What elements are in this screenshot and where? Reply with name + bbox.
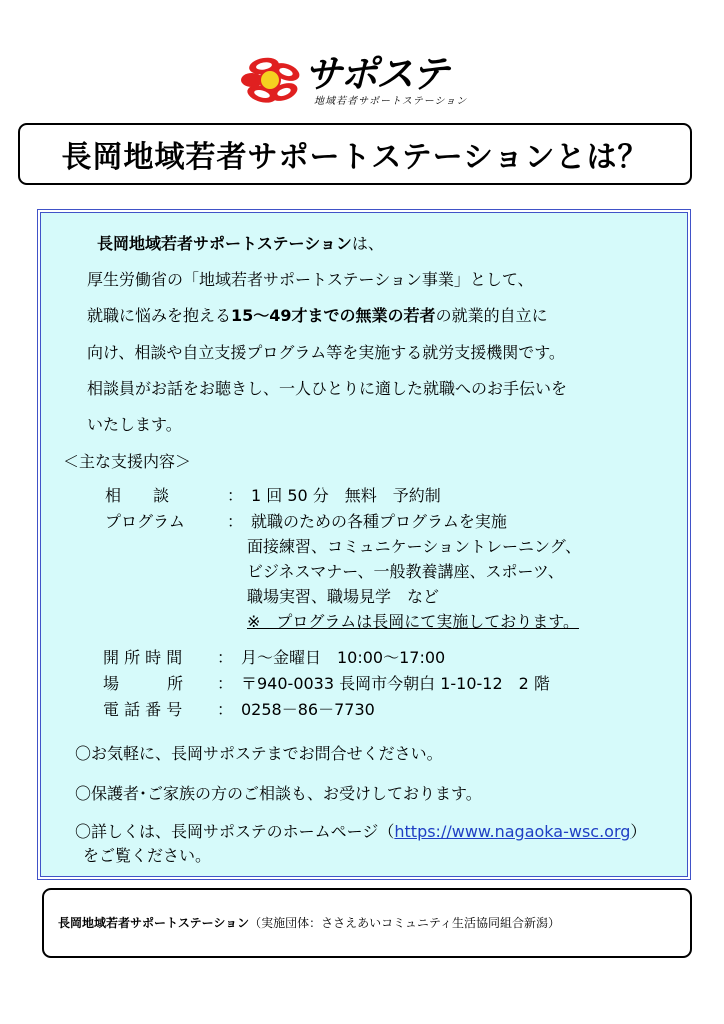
program-label: プログラム <box>105 512 185 531</box>
flower-logo-icon <box>240 52 310 112</box>
place-value: 〒940-0033 長岡市今朝白 1-10-12 2 階 <box>241 674 550 693</box>
note-homepage-cont: をご覧ください。 <box>83 846 212 865</box>
homepage-link[interactable]: https://www.nagaoka-wsc.org <box>394 822 631 841</box>
intro-line-3 <box>87 305 548 327</box>
footer-org-name: 長岡地域若者サポートステーション <box>58 916 250 930</box>
logo-subtitle: 地域若者サポートステーション <box>314 96 468 107</box>
intro-line-6: いたします。 <box>87 415 182 434</box>
hours-value: 月～金曜日 10:00～17:00 <box>241 648 446 667</box>
intro-line-3-pre: 就職に悩みを抱える <box>87 306 232 325</box>
program-colon: ： <box>227 512 244 531</box>
program-line-4: 職場実習、職場見学 など <box>247 587 440 606</box>
footer-text <box>58 914 560 931</box>
main-content-box <box>40 212 688 877</box>
phone-label: 電 話 番 号 <box>103 700 183 719</box>
consult-colon: ： <box>227 486 244 505</box>
hours-label: 開 所 時 間 <box>103 648 183 667</box>
phone-value: 0258－86－7730 <box>241 700 375 719</box>
intro-line-1 <box>97 233 384 255</box>
hours-colon: ： <box>217 648 234 667</box>
place-label: 場 所 <box>103 674 184 693</box>
note-family: 〇保護者･ご家族の方のご相談も、お受けしております。 <box>75 784 482 803</box>
footer-org-detail: （実施団体：ささえあいコミュニティ生活協同組合新潟） <box>249 916 560 930</box>
note-homepage-pre: 〇詳しくは、長岡サポステのホームページ（ <box>75 822 395 841</box>
sapostation-logo <box>240 52 490 112</box>
program-note: ※ プログラムは長岡にて実施しております。 <box>247 612 579 631</box>
intro-line-1-rest: は、 <box>351 234 384 253</box>
program-line-1: 就職のための各種プログラムを実施 <box>251 512 507 531</box>
note-homepage-post: ） <box>630 822 647 841</box>
note-homepage <box>75 821 646 843</box>
footer-box <box>42 888 692 958</box>
consult-label: 相 談 <box>105 486 170 505</box>
place-colon: ： <box>217 674 234 693</box>
intro-line-4: 向け、相談や自立支援プログラム等を実施する就労支援機関です。 <box>87 343 565 362</box>
intro-line-2: 厚生労働省の「地域若者サポートステーション事業」として、 <box>87 270 534 289</box>
program-line-3: ビジネスマナー、一般教養講座、スポーツ、 <box>247 562 564 581</box>
intro-org-name: 長岡地域若者サポートステーション <box>97 234 352 253</box>
intro-target-youth: 15～49才までの無業の若者 <box>231 306 436 325</box>
intro-line-5: 相談員がお話をお聴きし、一人ひとりに適した就職へのお手伝いを <box>87 379 568 398</box>
logo-name: サポステ <box>304 52 448 96</box>
page-title: 長岡地域若者サポートステーションとは？ <box>61 140 649 175</box>
support-heading: ＜主な支援内容＞ <box>63 452 192 471</box>
phone-colon: ： <box>217 700 234 719</box>
title-box <box>18 123 692 185</box>
program-line-2: 面接練習、コミュニケーショントレーニング、 <box>247 537 582 556</box>
intro-line-3-post: の就業的自立に <box>435 306 548 325</box>
note-contact: 〇お気軽に、長岡サポステまでお問合せください。 <box>75 744 443 763</box>
consult-value: 1 回 50 分 無料 予約制 <box>251 486 441 505</box>
